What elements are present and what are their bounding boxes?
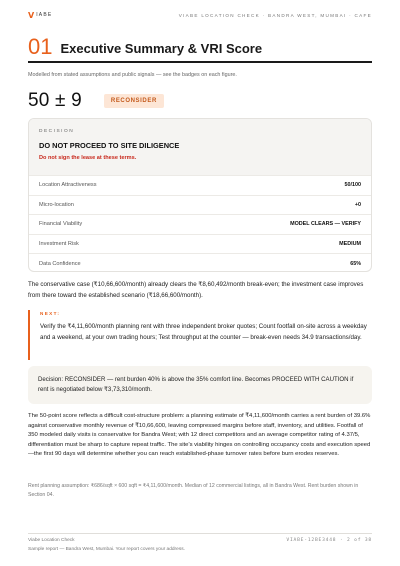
footer-left [28, 537, 185, 554]
next-steps-block [28, 310, 372, 360]
metric-value: 65% [350, 260, 361, 267]
page-footer [28, 537, 372, 554]
logo-mark-icon: V [28, 10, 35, 20]
metric-row [29, 175, 371, 195]
vri-score: 50 ± 9 [28, 90, 82, 111]
metric-row [29, 195, 371, 215]
decision-callout: Decision: RECONSIDER — rent burden 40% is above the 35% comfort line. Becomes PROCEED WITH CAUTION if rent is negotiated below ₹3,73,310/month. [28, 366, 372, 404]
metric-label: Data Confidence [39, 260, 81, 267]
page-number: VIABE-12BE3448 · 2 of 38 [286, 538, 372, 543]
decision-label: DECISION [39, 129, 75, 134]
metric-row [29, 253, 371, 272]
section-title: Executive Summary & VRI Score [60, 41, 263, 56]
metric-row [29, 234, 371, 254]
metric-value: +0 [354, 201, 361, 208]
decision-card [28, 118, 372, 272]
decision-header [29, 119, 371, 175]
logo-text: IABE [36, 12, 53, 18]
next-steps-text: Verify the ₹4,11,600/month planning rent with three independent broker quotes; Count footfall on-site across a weekday and a weekend, at your own trading hours; Test throughput at the counter — break-even needs 34.9 transactions/day. [40, 323, 367, 341]
recommendation-badge: RECONSIDER [104, 94, 164, 108]
footer-title: Viabe Location Check [28, 538, 75, 543]
section-subtitle: Modelled from stated assumptions and public signals — see the badges on each figure. [28, 72, 237, 78]
section-heading [28, 36, 372, 58]
rent-note: Rent planning assumption: ₹686/sqft × 600 sqft = ₹4,11,600/month. Median of 12 commercial listings, all in Bandra West. Rent burden shown in Section 04. [28, 483, 359, 498]
title-divider [28, 61, 372, 63]
footer-divider [28, 533, 372, 534]
metric-row [29, 214, 371, 234]
section-number: 01 [28, 34, 53, 59]
metric-label: Financial Viability [39, 221, 83, 228]
header-meta: VIABE LOCATION CHECK · BANDRA WEST, MUMBAI · CAFE [178, 12, 372, 18]
decision-subtitle: Do not sign the lease at these terms. [39, 155, 137, 161]
metric-label: Micro-location [39, 201, 74, 208]
metric-label: Location Attractiveness [39, 182, 97, 189]
decision-title: DO NOT PROCEED TO SITE DILIGENCE [39, 141, 180, 150]
summary-paragraph: The conservative case (₹10,66,600/month) already clears the ₹8,60,492/month break-even; the investment case improves from there toward the established scenario (₹18,66,600/month). [28, 281, 364, 299]
brand-logo [28, 11, 52, 20]
next-steps-label: NEXT: [40, 311, 61, 316]
metric-value: MEDIUM [339, 241, 361, 248]
page-header [28, 8, 372, 22]
metric-value: MODEL CLEARS — VERIFY [290, 221, 361, 228]
metric-label: Investment Risk [39, 241, 79, 248]
score-row [28, 90, 164, 112]
metric-value: 50/100 [344, 182, 361, 189]
footer-subtitle: Sample report — Bandra West, Mumbai. Your report covers your address. [28, 546, 185, 552]
analysis-paragraph: The 50-point score reflects a difficult cost-structure problem: a planning estimate of ₹4,11,600/month carries a rent burden of 39.6% against conservative monthly revenue of ₹10,66,600, leaving compressed margins before staff, inventory, and utilities. Footfall of 350 modeled daily visits is conservative for Bandra West; with 12 direct competitors and an average competitor rating of 4.37/5, differentiation must be sharp to capture repeat traffic. The site's viability hinges on controlling occupancy costs and execution speed—the first 90 days will determine whether you can reach established-phase turnover rates before burn erodes reserves. [28, 413, 371, 458]
